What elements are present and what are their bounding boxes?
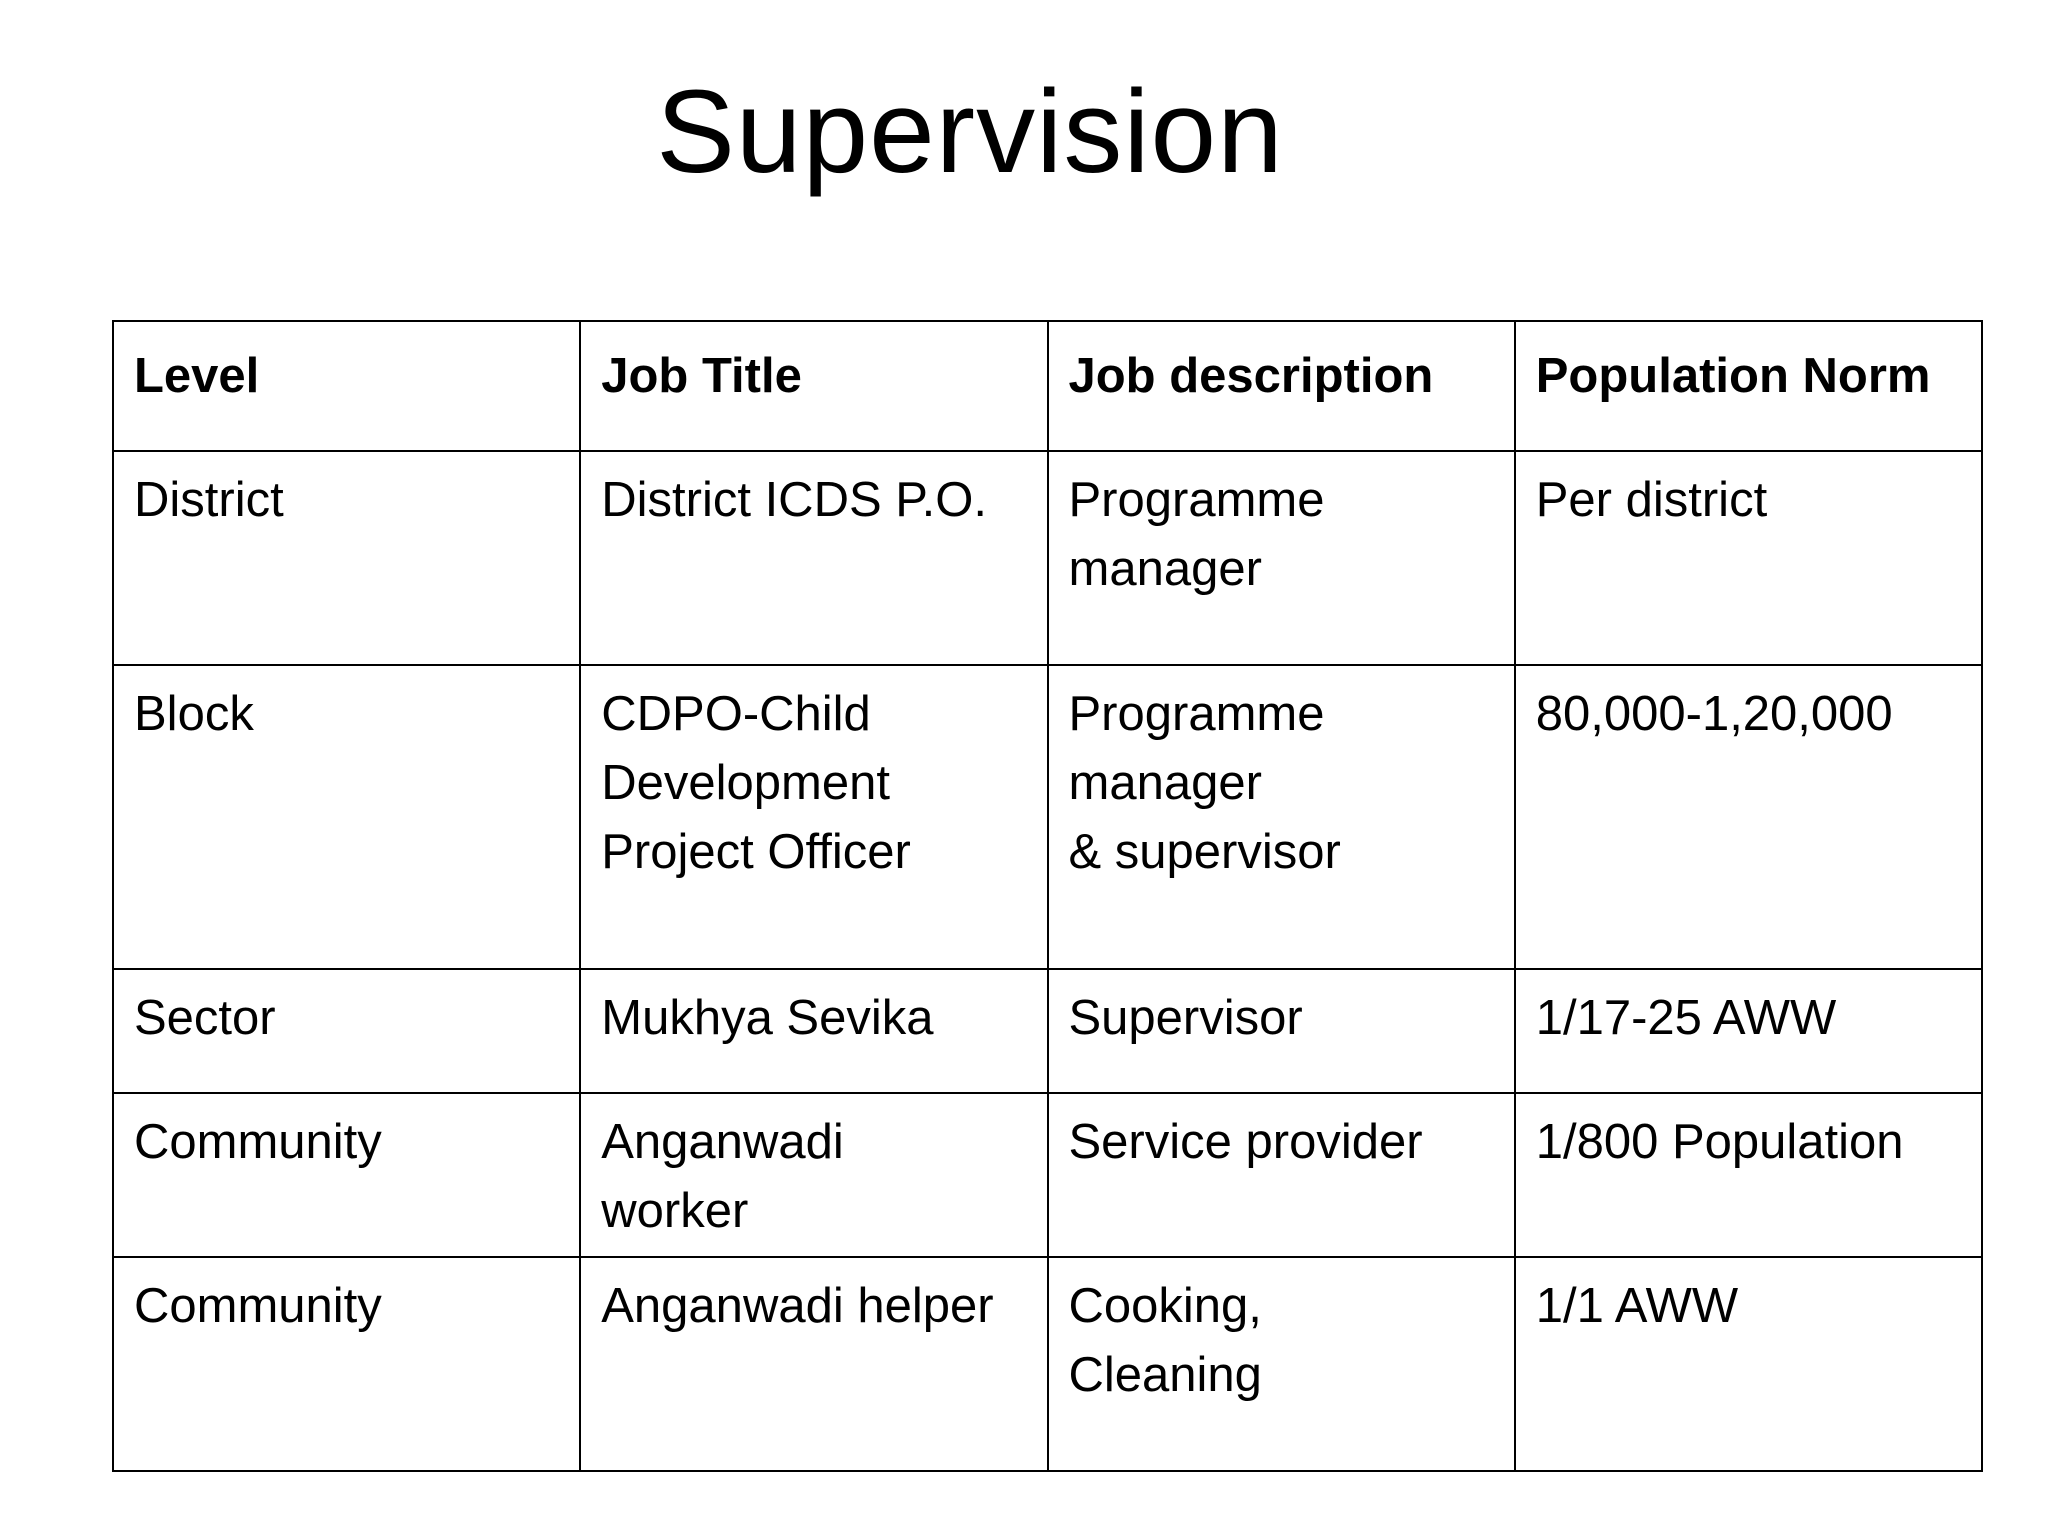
cell-job-description: Programme manager & supervisor [1048, 665, 1515, 969]
header-job-description: Job description [1048, 321, 1515, 451]
cell-job-title: Mukhya Sevika [580, 969, 1047, 1093]
cell-job-title: District ICDS P.O. [580, 451, 1047, 665]
supervision-table [112, 320, 1983, 1472]
cell-level: Block [113, 665, 580, 969]
table-row [113, 969, 1982, 1093]
cell-level: District [113, 451, 580, 665]
cell-job-description: Programme manager [1048, 451, 1515, 665]
cell-job-description: Service provider [1048, 1093, 1515, 1257]
cell-population-norm: 1/1 AWW [1515, 1257, 1982, 1471]
cell-population-norm: 1/800 Population [1515, 1093, 1982, 1257]
cell-population-norm: 1/17-25 AWW [1515, 969, 1982, 1093]
slide-title: Supervision [656, 66, 1284, 198]
table-row [113, 1093, 1982, 1257]
header-job-title: Job Title [580, 321, 1047, 451]
table-row [113, 665, 1982, 969]
header-population-norm: Population Norm [1515, 321, 1982, 451]
cell-job-description: Cooking, Cleaning [1048, 1257, 1515, 1471]
cell-job-title: Anganwadi helper [580, 1257, 1047, 1471]
table-row [113, 1257, 1982, 1471]
cell-job-title: CDPO-Child Development Project Officer [580, 665, 1047, 969]
table-header-row [113, 321, 1982, 451]
cell-level: Community [113, 1257, 580, 1471]
cell-job-title: Anganwadi worker [580, 1093, 1047, 1257]
cell-job-description: Supervisor [1048, 969, 1515, 1093]
cell-population-norm: 80,000-1,20,000 [1515, 665, 1982, 969]
table-row [113, 451, 1982, 665]
header-level: Level [113, 321, 580, 451]
cell-population-norm: Per district [1515, 451, 1982, 665]
cell-level: Sector [113, 969, 580, 1093]
cell-level: Community [113, 1093, 580, 1257]
